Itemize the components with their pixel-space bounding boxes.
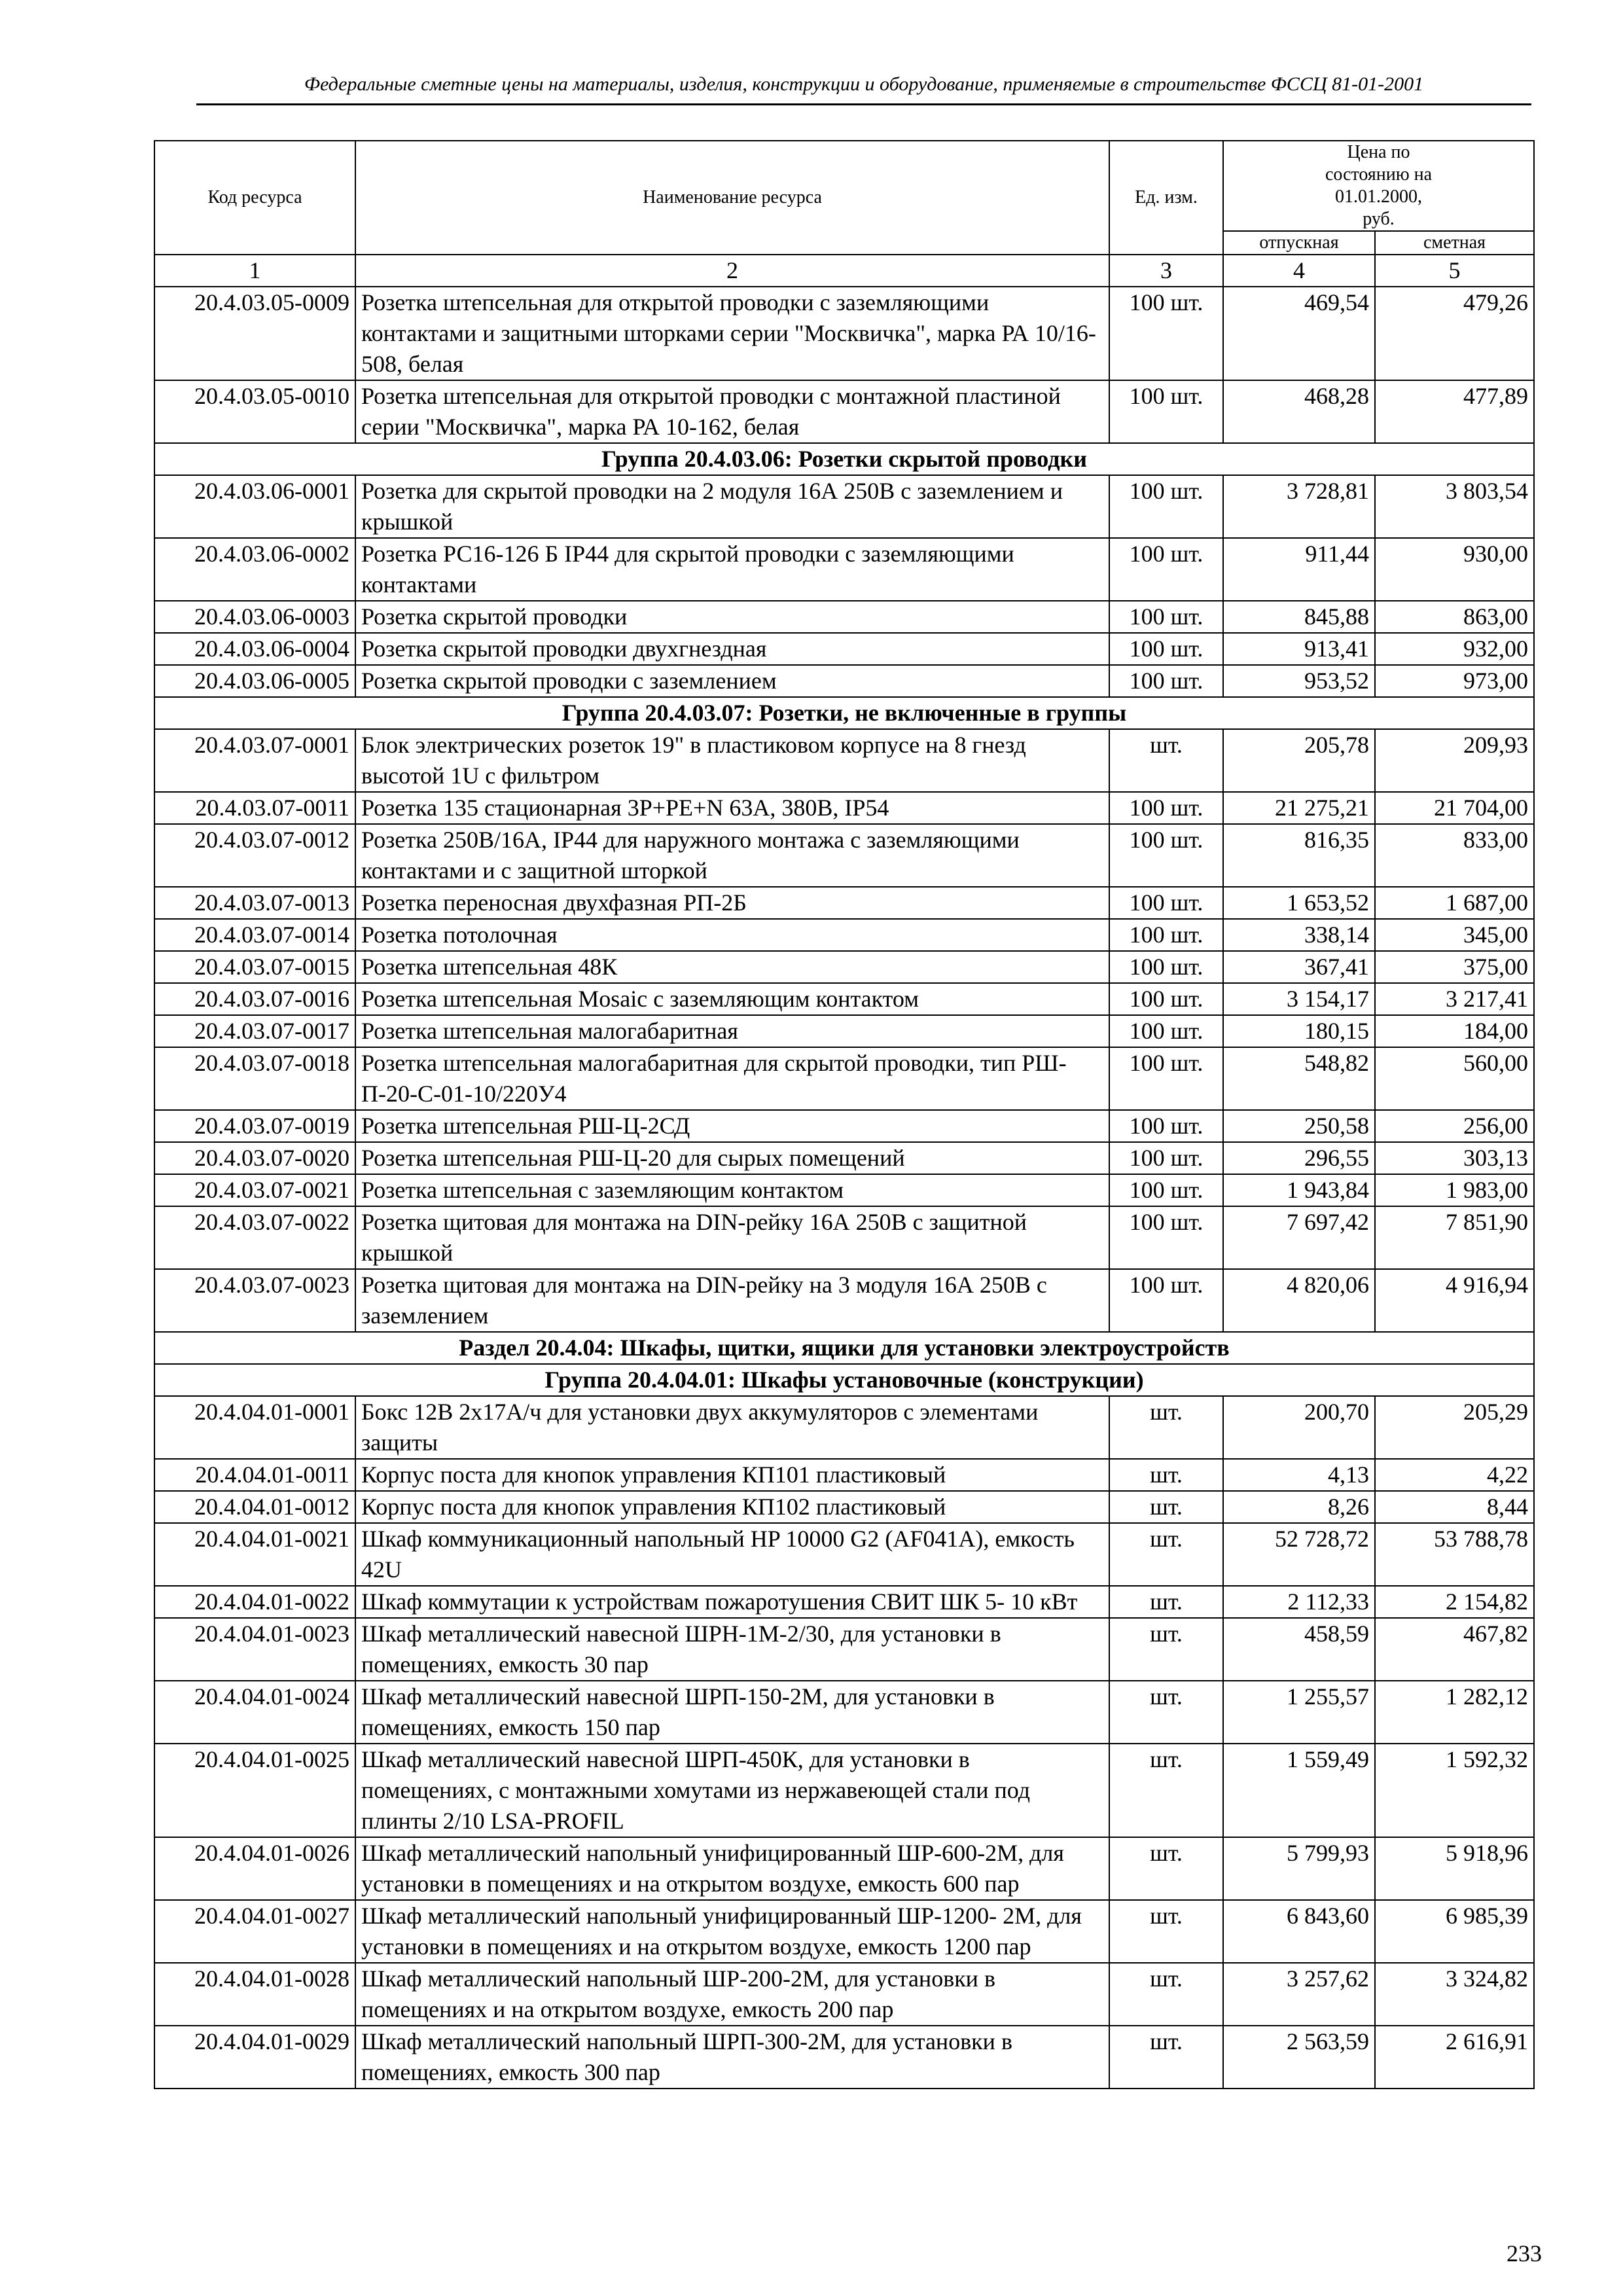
resource-code: 20.4.03.06-0001 xyxy=(154,475,355,538)
resource-name: Розетка штепсельная малогабаритная xyxy=(355,1015,1109,1047)
resource-name: Шкаф металлический навесной ШРН-1М-2/30, для установки в помещениях, емкость 30 пар xyxy=(355,1618,1109,1681)
table-row xyxy=(154,475,1534,538)
release-price: 3 728,81 xyxy=(1223,475,1375,538)
group-heading-row xyxy=(154,443,1534,475)
resource-name: Розетка скрытой проводки xyxy=(355,601,1109,633)
release-price: 6 843,60 xyxy=(1223,1900,1375,1963)
unit-of-measure: 100 шт. xyxy=(1109,1110,1223,1142)
col-header-estimate: сметная xyxy=(1375,231,1534,255)
resource-code: 20.4.03.07-0012 xyxy=(154,824,355,887)
resource-name: Шкаф металлический напольный ШР-200-2М, для установки в помещениях и на открытом воздухе, емкость 200 пар xyxy=(355,1963,1109,2026)
resource-name: Розетка штепсельная малогабаритная для скрытой проводки, тип РШ-П-20-С-01-10/220У4 xyxy=(355,1047,1109,1110)
table-row xyxy=(154,1681,1534,1744)
unit-of-measure: 100 шт. xyxy=(1109,601,1223,633)
resource-name: Розетка штепсельная с заземляющим контактом xyxy=(355,1174,1109,1206)
table-row xyxy=(154,1047,1534,1110)
resource-name: Корпус поста для кнопок управления КП101 пластиковый xyxy=(355,1459,1109,1491)
resource-name: Розетка для скрытой проводки на 2 модуля 16А 250В с заземлением и крышкой xyxy=(355,475,1109,538)
resource-code: 20.4.03.07-0021 xyxy=(154,1174,355,1206)
estimate-price: 6 985,39 xyxy=(1375,1900,1534,1963)
unit-of-measure: 100 шт. xyxy=(1109,824,1223,887)
table-row xyxy=(154,1744,1534,1837)
resource-name: Розетка РС16-126 Б IP44 для скрытой проводки с заземляющими контактами xyxy=(355,538,1109,601)
release-price: 367,41 xyxy=(1223,951,1375,983)
release-price: 469,54 xyxy=(1223,287,1375,380)
section-heading-row xyxy=(154,1332,1534,1364)
table-row xyxy=(154,824,1534,887)
table-row xyxy=(154,1015,1534,1047)
release-price: 5 799,93 xyxy=(1223,1837,1375,1900)
table-row xyxy=(154,1837,1534,1900)
unit-of-measure: 100 шт. xyxy=(1109,1015,1223,1047)
table-body xyxy=(154,287,1534,2089)
unit-of-measure: шт. xyxy=(1109,1900,1223,1963)
group-title: Группа 20.4.03.06: Розетки скрытой проводки xyxy=(154,443,1534,475)
resource-code: 20.4.03.06-0004 xyxy=(154,633,355,665)
table-row xyxy=(154,633,1534,665)
unit-of-measure: 100 шт. xyxy=(1109,1269,1223,1332)
resource-code: 20.4.04.01-0025 xyxy=(154,1744,355,1837)
release-price: 816,35 xyxy=(1223,824,1375,887)
resource-name: Розетка 135 стационарная 3Р+РЕ+N 63А, 380В, IP54 xyxy=(355,792,1109,824)
estimate-price: 3 217,41 xyxy=(1375,983,1534,1015)
unit-of-measure: шт. xyxy=(1109,1681,1223,1744)
estimate-price: 21 704,00 xyxy=(1375,792,1534,824)
resource-name: Розетка щитовая для монтажа на DIN-рейку 16А 250В с защитной крышкой xyxy=(355,1206,1109,1269)
estimate-price: 479,26 xyxy=(1375,287,1534,380)
estimate-price: 477,89 xyxy=(1375,380,1534,443)
unit-of-measure: 100 шт. xyxy=(1109,287,1223,380)
resource-code: 20.4.03.07-0013 xyxy=(154,887,355,919)
unit-of-measure: 100 шт. xyxy=(1109,983,1223,1015)
table-row xyxy=(154,887,1534,919)
estimate-price: 1 592,32 xyxy=(1375,1744,1534,1837)
resource-name: Розетка штепсельная для открытой проводки с заземляющими контактами и защитными шторками серии "Москвичка", марка РА 10/16-508, белая xyxy=(355,287,1109,380)
unit-of-measure: 100 шт. xyxy=(1109,1174,1223,1206)
running-header: Федеральные сметные цены на материалы, изделия, конструкции и оборудование, применяемые в строительстве ФССЦ 81-01-2001 xyxy=(304,73,1424,95)
resource-code: 20.4.03.07-0015 xyxy=(154,951,355,983)
unit-of-measure: шт. xyxy=(1109,1837,1223,1900)
group-heading-row xyxy=(154,697,1534,729)
resource-code: 20.4.03.05-0010 xyxy=(154,380,355,443)
table-row xyxy=(154,1586,1534,1618)
estimate-price: 560,00 xyxy=(1375,1047,1534,1110)
header-rule xyxy=(196,103,1531,105)
release-price: 8,26 xyxy=(1223,1491,1375,1523)
estimate-price: 375,00 xyxy=(1375,951,1534,983)
col-number: 4 xyxy=(1223,255,1375,287)
table-row xyxy=(154,287,1534,380)
unit-of-measure: 100 шт. xyxy=(1109,633,1223,665)
resource-code: 20.4.04.01-0001 xyxy=(154,1396,355,1459)
resource-code: 20.4.04.01-0011 xyxy=(154,1459,355,1491)
table-row xyxy=(154,1523,1534,1586)
resource-code: 20.4.04.01-0012 xyxy=(154,1491,355,1523)
estimate-price: 2 616,91 xyxy=(1375,2026,1534,2089)
release-price: 7 697,42 xyxy=(1223,1206,1375,1269)
estimate-price: 53 788,78 xyxy=(1375,1523,1534,1586)
release-price: 548,82 xyxy=(1223,1047,1375,1110)
release-price: 52 728,72 xyxy=(1223,1523,1375,1586)
unit-of-measure: шт. xyxy=(1109,1396,1223,1459)
release-price: 1 255,57 xyxy=(1223,1681,1375,1744)
resource-code: 20.4.04.01-0021 xyxy=(154,1523,355,1586)
table-row xyxy=(154,951,1534,983)
estimate-price: 4,22 xyxy=(1375,1459,1534,1491)
price-table xyxy=(154,140,1535,2089)
release-price: 200,70 xyxy=(1223,1396,1375,1459)
resource-name: Блок электрических розеток 19" в пластиковом корпусе на 8 гнезд высотой 1U с фильтром xyxy=(355,729,1109,792)
table-row xyxy=(154,538,1534,601)
col-header-unit: Ед. изм. xyxy=(1109,141,1223,255)
resource-name: Шкаф коммуникационный напольный HP 10000 G2 (AF041A), емкость 42U xyxy=(355,1523,1109,1586)
release-price: 468,28 xyxy=(1223,380,1375,443)
table-row xyxy=(154,1110,1534,1142)
unit-of-measure: 100 шт. xyxy=(1109,951,1223,983)
resource-code: 20.4.03.07-0014 xyxy=(154,919,355,951)
resource-code: 20.4.03.06-0005 xyxy=(154,665,355,697)
resource-name: Шкаф металлический напольный унифицированный ШР-1200- 2М, для установки в помещениях и на открытом воздухе, емкость 1200 пар xyxy=(355,1900,1109,1963)
col-header-release: отпускная xyxy=(1223,231,1375,255)
resource-code: 20.4.03.07-0022 xyxy=(154,1206,355,1269)
page-number: 233 xyxy=(1507,2240,1542,2267)
release-price: 21 275,21 xyxy=(1223,792,1375,824)
resource-code: 20.4.03.07-0023 xyxy=(154,1269,355,1332)
col-number: 2 xyxy=(355,255,1109,287)
resource-code: 20.4.04.01-0027 xyxy=(154,1900,355,1963)
release-price: 4 820,06 xyxy=(1223,1269,1375,1332)
resource-name: Розетка штепсельная для открытой проводки с монтажной пластиной серии "Москвичка", марка РА 10-162, белая xyxy=(355,380,1109,443)
unit-of-measure: 100 шт. xyxy=(1109,1142,1223,1174)
unit-of-measure: шт. xyxy=(1109,1618,1223,1681)
unit-of-measure: шт. xyxy=(1109,1523,1223,1586)
release-price: 913,41 xyxy=(1223,633,1375,665)
estimate-price: 863,00 xyxy=(1375,601,1534,633)
estimate-price: 973,00 xyxy=(1375,665,1534,697)
release-price: 2 112,33 xyxy=(1223,1586,1375,1618)
resource-name: Розетка потолочная xyxy=(355,919,1109,951)
unit-of-measure: шт. xyxy=(1109,1963,1223,2026)
estimate-price: 8,44 xyxy=(1375,1491,1534,1523)
release-price: 1 943,84 xyxy=(1223,1174,1375,1206)
table-row xyxy=(154,1963,1534,2026)
resource-code: 20.4.04.01-0023 xyxy=(154,1618,355,1681)
resource-name: Шкаф металлический напольный ШРП-300-2М, для установки в помещениях, емкость 300 пар xyxy=(355,2026,1109,2089)
resource-code: 20.4.04.01-0022 xyxy=(154,1586,355,1618)
estimate-price: 930,00 xyxy=(1375,538,1534,601)
unit-of-measure: 100 шт. xyxy=(1109,1047,1223,1110)
table-row xyxy=(154,1206,1534,1269)
resource-code: 20.4.04.01-0029 xyxy=(154,2026,355,2089)
resource-code: 20.4.03.07-0018 xyxy=(154,1047,355,1110)
resource-name: Шкаф металлический навесной ШРП-450К, для установки в помещениях, с монтажными хомутами из нержавеющей стали под плинты 2/10 LSA-PROFIL xyxy=(355,1744,1109,1837)
col-number: 5 xyxy=(1375,255,1534,287)
col-number: 3 xyxy=(1109,255,1223,287)
table-row xyxy=(154,1459,1534,1491)
table-row xyxy=(154,729,1534,792)
table-row xyxy=(154,792,1534,824)
resource-name: Розетка штепсельная РШ-Ц-2СД xyxy=(355,1110,1109,1142)
unit-of-measure: 100 шт. xyxy=(1109,887,1223,919)
unit-of-measure: шт. xyxy=(1109,1491,1223,1523)
table-row xyxy=(154,919,1534,951)
table-row xyxy=(154,1269,1534,1332)
resource-name: Розетка скрытой проводки с заземлением xyxy=(355,665,1109,697)
table-row xyxy=(154,1174,1534,1206)
resource-name: Бокс 12В 2х17А/ч для установки двух аккумуляторов с элементами защиты xyxy=(355,1396,1109,1459)
resource-code: 20.4.04.01-0028 xyxy=(154,1963,355,2026)
release-price: 205,78 xyxy=(1223,729,1375,792)
table-row xyxy=(154,2026,1534,2089)
unit-of-measure: 100 шт. xyxy=(1109,380,1223,443)
estimate-price: 256,00 xyxy=(1375,1110,1534,1142)
release-price: 953,52 xyxy=(1223,665,1375,697)
resource-name: Розетка скрытой проводки двухгнездная xyxy=(355,633,1109,665)
table-row xyxy=(154,380,1534,443)
unit-of-measure: 100 шт. xyxy=(1109,665,1223,697)
resource-code: 20.4.03.06-0003 xyxy=(154,601,355,633)
estimate-price: 303,13 xyxy=(1375,1142,1534,1174)
table-row xyxy=(154,1618,1534,1681)
estimate-price: 5 918,96 xyxy=(1375,1837,1534,1900)
unit-of-measure: шт. xyxy=(1109,1586,1223,1618)
table-row xyxy=(154,1491,1534,1523)
resource-code: 20.4.03.07-0017 xyxy=(154,1015,355,1047)
release-price: 1 653,52 xyxy=(1223,887,1375,919)
release-price: 2 563,59 xyxy=(1223,2026,1375,2089)
unit-of-measure: 100 шт. xyxy=(1109,792,1223,824)
release-price: 458,59 xyxy=(1223,1618,1375,1681)
release-price: 3 257,62 xyxy=(1223,1963,1375,2026)
resource-code: 20.4.03.07-0016 xyxy=(154,983,355,1015)
estimate-price: 205,29 xyxy=(1375,1396,1534,1459)
estimate-price: 184,00 xyxy=(1375,1015,1534,1047)
estimate-price: 3 324,82 xyxy=(1375,1963,1534,2026)
resource-name: Розетка штепсельная РШ-Ц-20 для сырых помещений xyxy=(355,1142,1109,1174)
unit-of-measure: 100 шт. xyxy=(1109,919,1223,951)
estimate-price: 1 983,00 xyxy=(1375,1174,1534,1206)
resource-name: Розетка щитовая для монтажа на DIN-рейку на 3 модуля 16А 250В с заземлением xyxy=(355,1269,1109,1332)
release-price: 3 154,17 xyxy=(1223,983,1375,1015)
estimate-price: 345,00 xyxy=(1375,919,1534,951)
estimate-price: 467,82 xyxy=(1375,1618,1534,1681)
resource-name: Шкаф металлический напольный унифицированный ШР-600-2М, для установки в помещениях и на открытом воздухе, емкость 600 пар xyxy=(355,1837,1109,1900)
unit-of-measure: шт. xyxy=(1109,729,1223,792)
resource-code: 20.4.03.07-0019 xyxy=(154,1110,355,1142)
resource-name: Шкаф металлический навесной ШРП-150-2М, для установки в помещениях, емкость 150 пар xyxy=(355,1681,1109,1744)
resource-code: 20.4.03.06-0002 xyxy=(154,538,355,601)
unit-of-measure: 100 шт. xyxy=(1109,538,1223,601)
release-price: 845,88 xyxy=(1223,601,1375,633)
release-price: 4,13 xyxy=(1223,1459,1375,1491)
resource-code: 20.4.03.07-0020 xyxy=(154,1142,355,1174)
release-price: 250,58 xyxy=(1223,1110,1375,1142)
resource-name: Розетка переносная двухфазная РП-2Б xyxy=(355,887,1109,919)
table-row xyxy=(154,665,1534,697)
estimate-price: 833,00 xyxy=(1375,824,1534,887)
unit-of-measure: шт. xyxy=(1109,1459,1223,1491)
group-heading-row xyxy=(154,1364,1534,1396)
resource-name: Розетка штепсельная 48К xyxy=(355,951,1109,983)
release-price: 296,55 xyxy=(1223,1142,1375,1174)
resource-code: 20.4.04.01-0024 xyxy=(154,1681,355,1744)
col-header-code: Код ресурса xyxy=(154,141,355,255)
table-row xyxy=(154,1396,1534,1459)
group-title: Группа 20.4.04.01: Шкафы установочные (конструкции) xyxy=(154,1364,1534,1396)
resource-name: Шкаф коммутации к устройствам пожаротушения СВИТ ШК 5- 10 кВт xyxy=(355,1586,1109,1618)
table-row xyxy=(154,1900,1534,1963)
estimate-price: 3 803,54 xyxy=(1375,475,1534,538)
estimate-price: 2 154,82 xyxy=(1375,1586,1534,1618)
estimate-price: 7 851,90 xyxy=(1375,1206,1534,1269)
release-price: 911,44 xyxy=(1223,538,1375,601)
resource-code: 20.4.03.07-0011 xyxy=(154,792,355,824)
resource-name: Розетка 250В/16А, IP44 для наружного монтажа с заземляющими контактами и с защитной шторкой xyxy=(355,824,1109,887)
unit-of-measure: 100 шт. xyxy=(1109,475,1223,538)
col-header-name: Наименование ресурса xyxy=(355,141,1109,255)
resource-code: 20.4.04.01-0026 xyxy=(154,1837,355,1900)
unit-of-measure: шт. xyxy=(1109,1744,1223,1837)
unit-of-measure: шт. xyxy=(1109,2026,1223,2089)
estimate-price: 1 282,12 xyxy=(1375,1681,1534,1744)
table-row xyxy=(154,1142,1534,1174)
resource-code: 20.4.03.05-0009 xyxy=(154,287,355,380)
release-price: 180,15 xyxy=(1223,1015,1375,1047)
estimate-price: 209,93 xyxy=(1375,729,1534,792)
col-header-price: Цена по состоянию на 01.01.2000, руб. xyxy=(1223,141,1534,231)
release-price: 1 559,49 xyxy=(1223,1744,1375,1837)
estimate-price: 4 916,94 xyxy=(1375,1269,1534,1332)
table-row xyxy=(154,601,1534,633)
col-number: 1 xyxy=(154,255,355,287)
release-price: 338,14 xyxy=(1223,919,1375,951)
group-title: Группа 20.4.03.07: Розетки, не включенные в группы xyxy=(154,697,1534,729)
estimate-price: 1 687,00 xyxy=(1375,887,1534,919)
estimate-price: 932,00 xyxy=(1375,633,1534,665)
resource-name: Корпус поста для кнопок управления КП102 пластиковый xyxy=(355,1491,1109,1523)
resource-code: 20.4.03.07-0001 xyxy=(154,729,355,792)
section-title: Раздел 20.4.04: Шкафы, щитки, ящики для установки электроустройств xyxy=(154,1332,1534,1364)
table-row xyxy=(154,983,1534,1015)
resource-name: Розетка штепсельная Mosaic с заземляющим контактом xyxy=(355,983,1109,1015)
unit-of-measure: 100 шт. xyxy=(1109,1206,1223,1269)
